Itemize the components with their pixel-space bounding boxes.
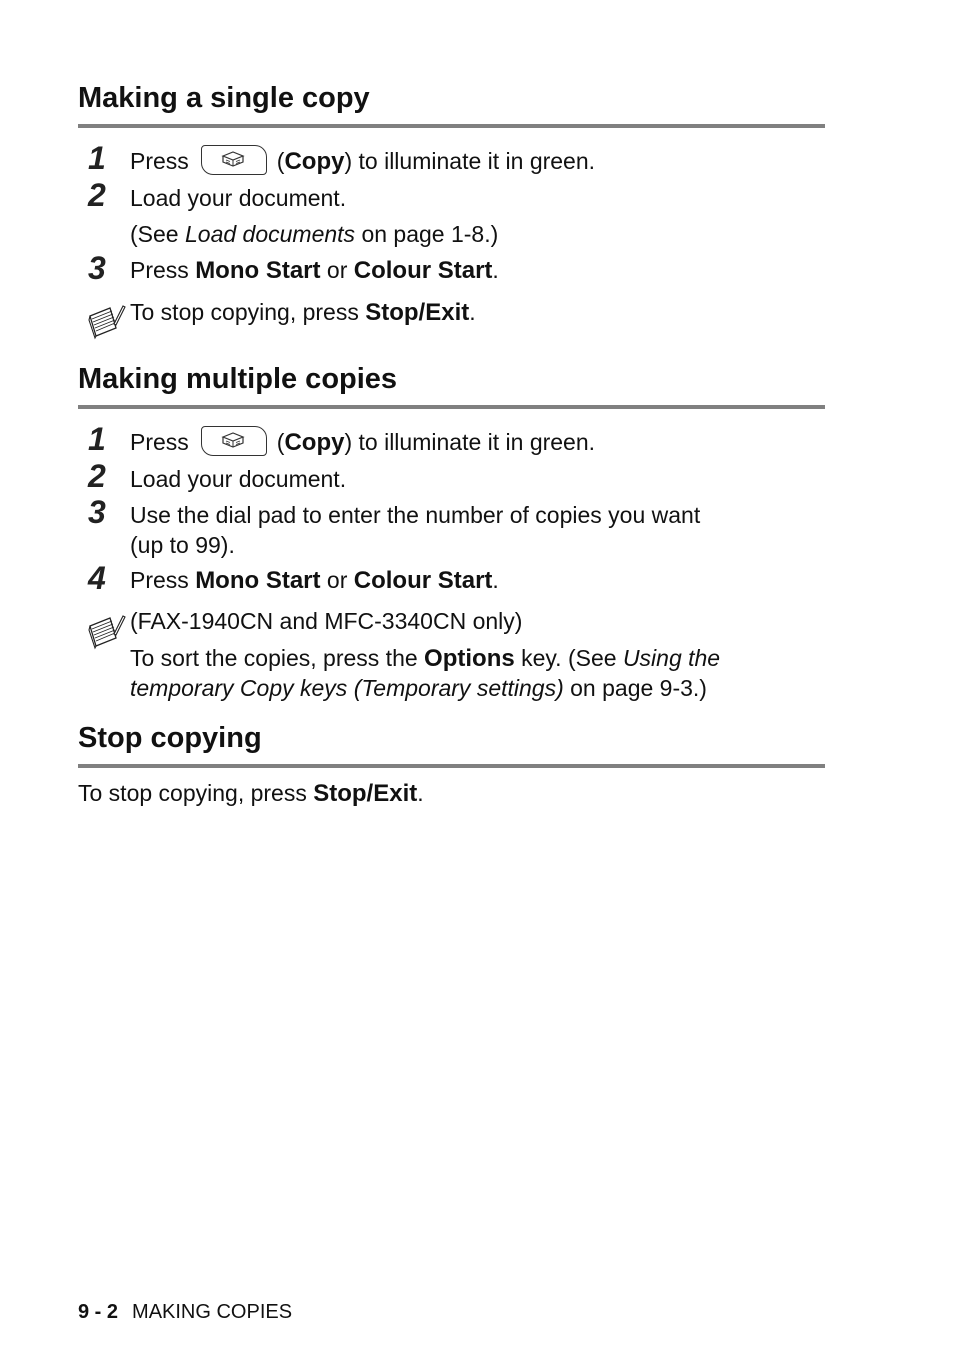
step-text: Press Mono Start or Colour Start. [130,257,499,284]
chapter-title: MAKING COPIES [132,1301,293,1323]
note-icon [86,612,126,652]
step-number: 2 [88,458,106,494]
section-title-multiple-copies: Making multiple copies [78,363,398,395]
section-title-stop-copying: Stop copying [78,722,262,754]
section-rule [78,124,825,128]
note-text: (FAX-1940CN and MFC-3340CN only) [130,608,523,634]
step-text: Load your document. [130,185,347,211]
body-text: To stop copying, press Stop/Exit. [78,780,424,807]
note-text: temporary Copy keys (Temporary settings) on page 9-3.) [130,675,707,701]
page-number: 9 - 2 [78,1301,119,1323]
step-text: Press Mono Start or Colour Start. [130,567,499,594]
step-number: 1 [88,140,106,176]
section-rule [78,405,825,409]
cross-reference: (See Load documents on page 1-8.) [130,221,499,247]
step-number: 2 [88,177,106,213]
note-icon [86,302,126,342]
step-number: 3 [88,494,106,530]
step-number: 1 [88,421,106,457]
copy-key-button [201,426,267,456]
step-text: Use the dial pad to enter the number of copies you want [130,502,701,528]
step-text: Press (Copy) to illuminate it in green. [130,428,595,459]
step-text-continued: (up to 99). [130,532,235,558]
copy-key-button [201,145,267,175]
step-number: 4 [88,560,106,596]
copy-machine-icon [220,149,246,169]
step-text: Press (Copy) to illuminate it in green. [130,147,595,178]
copy-machine-icon [220,430,246,450]
note-text: To stop copying, press Stop/Exit. [130,299,476,326]
section-title-single-copy: Making a single copy [78,82,370,114]
page-footer [78,1301,292,1324]
note-text: To sort the copies, press the Options key. (See Using the [130,645,721,672]
step-number: 3 [88,250,106,286]
section-rule [78,764,825,768]
step-text: Load your document. [130,466,347,492]
